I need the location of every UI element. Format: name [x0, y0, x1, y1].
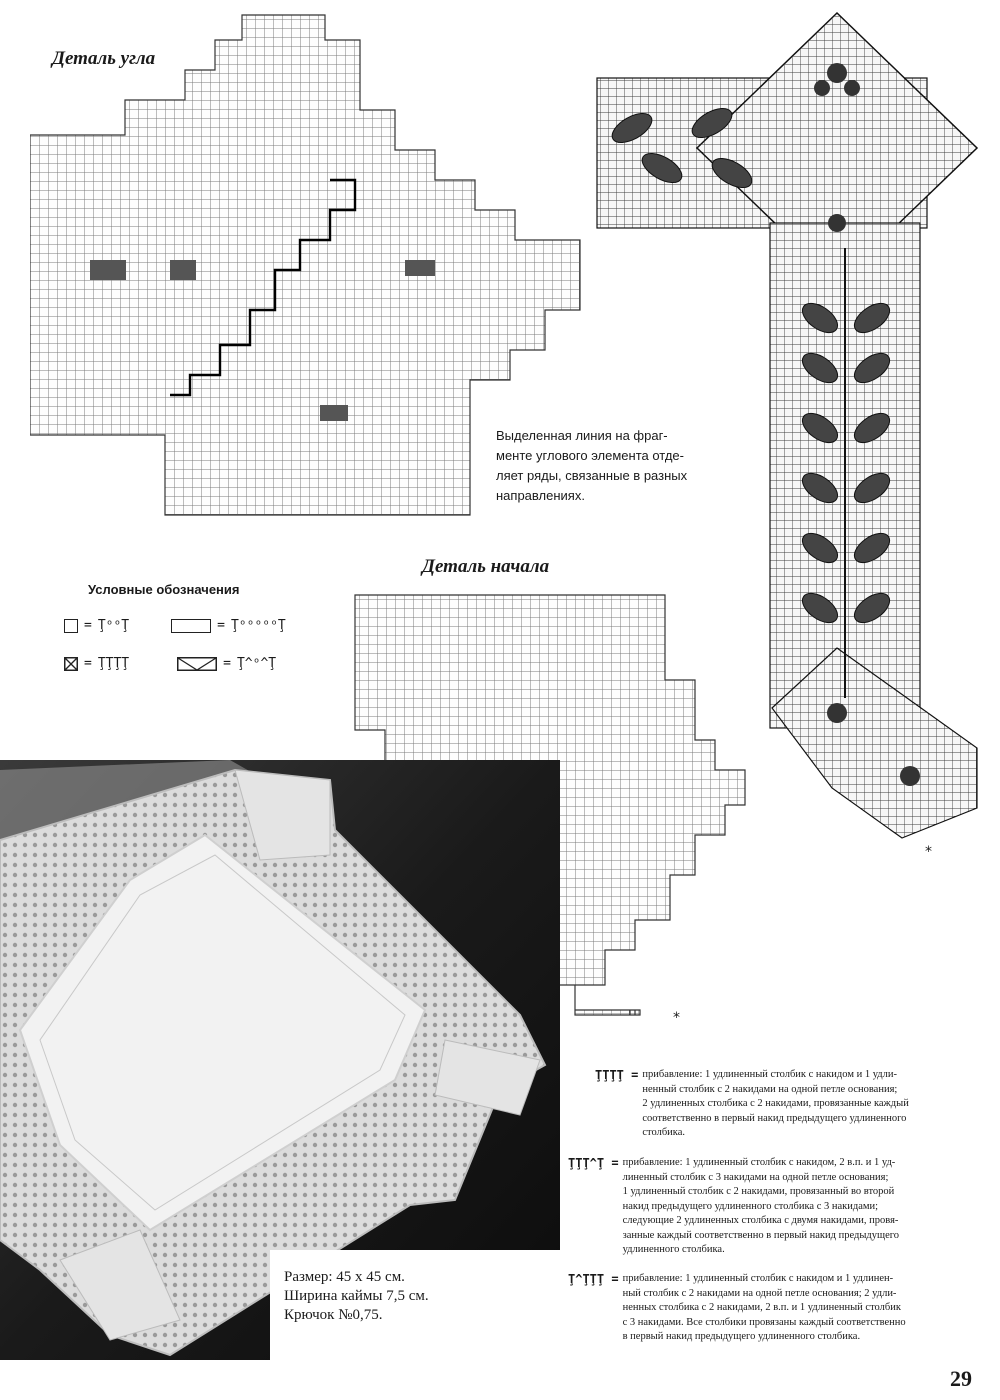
- symbol-note-line: 1 удлиненный столбик с 2 накидами, провязанный во второй: [622, 1186, 895, 1197]
- symbol-note-line: столбика.: [642, 1127, 686, 1138]
- legend-code: Ţ^ᵒ^Ţ: [236, 656, 277, 671]
- spec-size: Размер: 45 х 45 см.: [284, 1269, 405, 1285]
- symbol-note-line: накид предыдущего удлиненного столбика с 3 накидами;: [622, 1200, 879, 1212]
- symbol-note-2: [568, 1156, 980, 1258]
- symbol-note-line: удлиненного столбика.: [622, 1244, 725, 1255]
- legend-title: Условные обозначения: [88, 582, 240, 597]
- corner-note-line: Выделенная линия на фраг-: [496, 428, 668, 443]
- symbol-note-line: ненный столбик с 2 накидами на одной петле основания;: [642, 1083, 898, 1095]
- lacet-cell-icon: [177, 657, 217, 671]
- symbol-note-line: следующие 2 удлиненных столбика с двумя накидами, провя-: [622, 1215, 899, 1226]
- symbol-note-line: ненных столбика с 2 накидами, 2 в.п. и 1 удлиненный столбик: [622, 1302, 901, 1313]
- corner-detail-title: Деталь угла: [52, 48, 156, 69]
- symbol-note-key: ŢŢŢ^Ţ =: [568, 1156, 619, 1170]
- symbol-note-line: прибавление: 1 удлиненный столбик с накидом, 2 в.п. и 1 уд-: [622, 1157, 896, 1168]
- legend-eq: =: [223, 656, 231, 671]
- doily-photo-svg: [0, 760, 560, 1360]
- symbol-note-line: прибавление: 1 удлиненный столбик с накидом и 1 удлинен-: [622, 1273, 894, 1284]
- empty-long-cell-icon: [171, 619, 211, 633]
- legend-eq: =: [217, 618, 225, 633]
- legend-eq: =: [84, 656, 92, 671]
- symbol-note-line: занные каждый соответственно в первый накид предыдущего: [622, 1229, 900, 1241]
- start-detail-title: Деталь начала: [422, 556, 550, 577]
- symbol-note-key: ŢŢŢŢ =: [595, 1068, 639, 1082]
- symbol-note-line: в первый накид предыдущего удлиненного столбика.: [622, 1331, 861, 1342]
- legend-code: ŢᵒᵒᵒᵒᵒŢ: [230, 618, 286, 633]
- legend-code: ŢŢŢŢ: [97, 656, 130, 671]
- border-start-marker: *: [925, 844, 932, 860]
- symbol-note-line: соответственно в первый накид предыдущего удлиненного: [642, 1112, 907, 1124]
- spec-hook: Крючок №0,75.: [284, 1307, 383, 1323]
- symbol-note-line: ный столбик с 2 накидами на одной петле основания; 2 удли-: [622, 1287, 897, 1299]
- symbol-note-3: [568, 1272, 980, 1345]
- symbol-note-1: [595, 1068, 980, 1141]
- legend-code: ŢᵒᵒŢ: [97, 618, 130, 633]
- legend-row-2: [64, 656, 276, 671]
- corner-note-line: направлениях.: [496, 488, 585, 503]
- corner-note-line: ляет ряды, связанные в разных: [496, 468, 688, 483]
- filled-cell-icon: [64, 657, 78, 671]
- legend-eq: =: [84, 618, 92, 633]
- start-detail-marker: *: [673, 1010, 680, 1026]
- spec-border-width: Ширина каймы 7,5 см.: [284, 1288, 429, 1304]
- specs: [284, 1268, 429, 1325]
- symbol-note-line: 2 удлиненных столбика с 2 накидами, провязанные каждый: [642, 1098, 909, 1109]
- empty-cell-icon: [64, 619, 78, 633]
- page-number: 29: [950, 1366, 972, 1391]
- symbol-note-line: с 3 накидами. Все столбики провязаны каждый соответственно: [622, 1316, 906, 1328]
- symbol-note-line: прибавление: 1 удлиненный столбик с накидом и 1 удли-: [642, 1069, 897, 1080]
- corner-note-line: менте углового элемента отде-: [496, 448, 684, 463]
- symbol-note-line: линенный столбик с 3 накидами на одной петле основания;: [622, 1171, 889, 1183]
- doily-photo: [0, 760, 560, 1360]
- symbol-note-key: Ţ^ŢŢŢ =: [568, 1272, 619, 1286]
- legend-row-1: [64, 618, 286, 633]
